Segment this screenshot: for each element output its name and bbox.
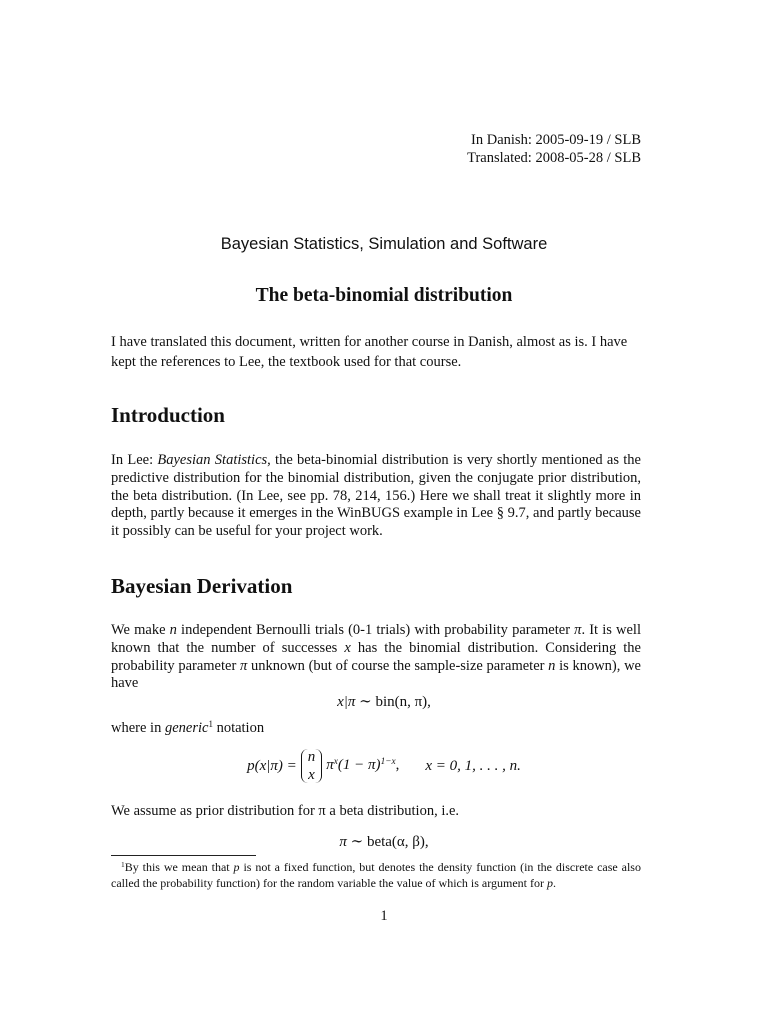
footnote <box>111 857 641 891</box>
translated-date: Translated: 2008-05-28 / SLB <box>467 150 641 166</box>
eq-op: ∼ <box>355 694 376 710</box>
equation-beta-prior <box>0 832 768 851</box>
deriv-text: unknown (but of course the sample-size parameter <box>247 657 549 674</box>
where-text: where in <box>111 719 165 736</box>
translator-note: I have translated this document, written for another course in Danish, almost as is. I have kept the references to Lee, the textbook used for that course. <box>111 334 628 370</box>
derivation-paragraph <box>111 622 641 693</box>
binomial-coefficient <box>301 748 323 784</box>
eq-rhs: bin(n, π), <box>375 694 431 710</box>
deriv-text: We make <box>111 622 170 638</box>
math-x: x <box>344 639 351 656</box>
prior-assumption-line: We assume as prior distribution for π a beta distribution, i.e. <box>111 803 460 819</box>
page-number: 1 <box>380 908 388 924</box>
section-heading-introduction: Introduction <box>111 403 225 427</box>
pmf-mid: (1 − π) <box>337 757 381 774</box>
intro-body: , the beta-binomial distribution is very shortly mentioned as the predictive distribution for the binomial distribution, given the conjugate prior distribution, the beta distribution. (In Lee, see pp. 78, 214, 156.) Here we shall treat it slightly more in depth, partly because it emerges in the WinBUGS example in Lee § 9.7, and partly because it possibly can be useful for your project work. <box>111 452 641 540</box>
footnote-text: By this we mean that <box>124 860 234 875</box>
math-pi: π <box>239 657 248 674</box>
intro-lead: In Lee: <box>111 452 158 468</box>
book-title: Bayesian Statistics <box>157 452 268 468</box>
math-p: p <box>546 875 553 890</box>
footnote-text: is not a fixed function, but denotes the density function (in the discrete case also called the probability function) for the random variable the value of which is argument for <box>111 860 641 890</box>
deriv-text: is known), we have <box>111 657 641 692</box>
footnote-ref: 1 <box>208 719 213 729</box>
generic-word: generic <box>164 719 209 736</box>
binom-bottom: x <box>308 767 315 783</box>
prior-op: ∼ <box>346 834 367 850</box>
pmf-range: x = 0, 1, . . . , n. <box>425 757 521 774</box>
pmf-exp2: 1−x <box>380 757 396 768</box>
deriv-text: . It is well known that the number of successes <box>111 622 641 656</box>
deriv-text: has the binomial distribution. Considering the probability parameter <box>111 639 641 674</box>
math-n: n <box>169 622 177 638</box>
prior-lhs: π <box>339 834 347 850</box>
pmf-comma: , <box>395 757 400 774</box>
equation-binomial-pmf <box>0 748 768 784</box>
footnote-text: . <box>552 875 556 890</box>
footnote-mark: 1 <box>121 860 125 869</box>
danish-date: In Danish: 2005-09-19 / SLB <box>471 132 641 148</box>
course-title: Bayesian Statistics, Simulation and Software <box>220 235 548 253</box>
pmf-lhs: p(x|π) = <box>247 757 297 774</box>
generic-notation-line <box>111 719 264 737</box>
section-heading-derivation: Bayesian Derivation <box>111 574 293 598</box>
where-text: notation <box>212 719 265 736</box>
equation-binomial-model <box>0 692 768 711</box>
deriv-text: independent Bernoulli trials (0-1 trials) with probability parameter <box>176 622 575 638</box>
eq-lhs: x|π <box>337 694 356 710</box>
date-block <box>467 131 641 167</box>
prior-rhs: beta(α, β), <box>366 834 429 850</box>
math-pi: π <box>574 622 582 638</box>
binom-top: n <box>307 749 316 765</box>
math-p: p <box>233 860 240 875</box>
document-title: The beta-binomial distribution <box>255 285 513 306</box>
footnote-divider <box>111 855 256 856</box>
pmf-exp1: x <box>333 757 338 768</box>
pmf-pi: π <box>326 757 334 774</box>
introduction-paragraph <box>111 452 641 541</box>
math-n: n <box>548 657 556 674</box>
